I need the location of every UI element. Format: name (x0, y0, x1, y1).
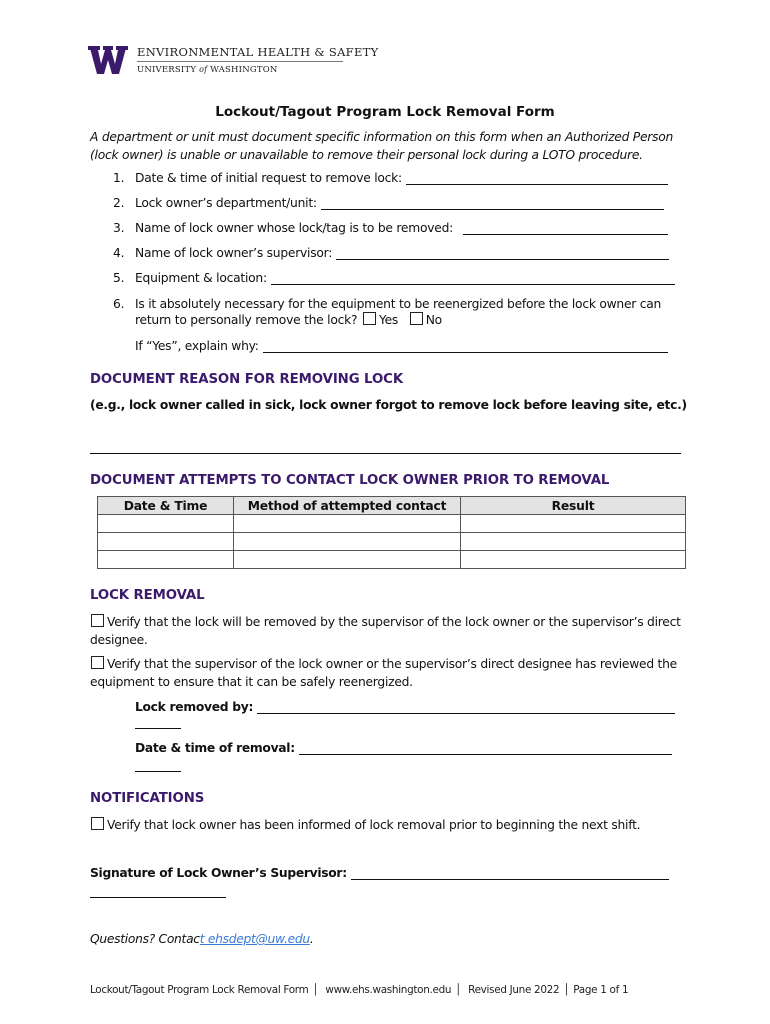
signature-label: Signature of Lock Owner’s Supervisor: (90, 866, 347, 880)
owner-informed-checkbox[interactable] (91, 817, 104, 830)
attempts-heading: DOCUMENT ATTEMPTS TO CONTACT LOCK OWNER PRIOR TO REMOVAL (90, 473, 610, 488)
date-time-cell[interactable] (98, 533, 234, 551)
questions-prefix: Questions? Contac (90, 932, 200, 946)
table-header-row (98, 497, 686, 515)
question-5 (113, 271, 675, 285)
check-label: Verify that the supervisor of the lock owner or the supervisor’s direct designee has reviewed the equipment to ensure that it can be safely reenergized. (90, 657, 677, 689)
yes-checkbox[interactable] (363, 312, 376, 325)
result-cell[interactable] (461, 515, 686, 533)
footer-separator: │ (455, 984, 462, 996)
result-cell[interactable] (461, 533, 686, 551)
question-label: Date & time of initial request to remove lock: (135, 171, 402, 185)
question-label-line1: Is it absolutely necessary for the equipment to be reenergized before the lock owner can (135, 297, 662, 311)
lock-removed-by-label: Lock removed by: (135, 700, 254, 714)
uw-w-logo (88, 44, 128, 76)
equipment-location-field[interactable] (271, 272, 675, 285)
column-header-date-time: Date & Time (98, 497, 234, 515)
lock-owner-name-field[interactable] (463, 222, 668, 235)
question-label: Name of lock owner whose lock/tag is to be removed: (135, 221, 454, 235)
result-cell[interactable] (461, 551, 686, 569)
page-title: Lockout/Tagout Program Lock Removal Form (215, 104, 555, 120)
question-number: 5. (113, 271, 125, 285)
supervisor-name-field[interactable] (336, 247, 669, 260)
page-footer (90, 984, 628, 996)
org-name: ENVIRONMENTAL HEALTH & SAFETY (137, 45, 379, 59)
question-label: Name of lock owner’s supervisor: (135, 246, 333, 260)
column-header-method: Method of attempted contact (234, 497, 461, 515)
footer-website: www.ehs.washington.edu (325, 984, 452, 996)
signature-field-continuation (90, 897, 226, 898)
reason-heading: DOCUMENT REASON FOR REMOVING LOCK (90, 372, 404, 387)
explain-why-row (135, 339, 668, 353)
reason-hint: (e.g., lock owner called in sick, lock owner forgot to remove lock before leaving site, etc.) (90, 398, 687, 412)
notification-check (90, 816, 640, 834)
footer-form-name: Lockout/Tagout Program Lock Removal Form (90, 984, 309, 996)
question-2 (113, 196, 664, 210)
questions-contact (90, 932, 314, 946)
question-4 (113, 246, 669, 260)
check-label: Verify that the lock will be removed by the supervisor of the lock owner or the supervisor’s direct designee. (90, 615, 681, 647)
explain-label: If “Yes”, explain why: (135, 339, 259, 353)
date-time-cell[interactable] (98, 551, 234, 569)
question-label: Lock owner’s department/unit: (135, 196, 317, 210)
supervisor-removal-checkbox[interactable] (91, 614, 104, 627)
removal-time-field-continuation (135, 771, 181, 772)
yes-label: Yes (378, 313, 399, 327)
explain-why-field[interactable] (263, 340, 668, 353)
footer-separator: │ (563, 984, 570, 996)
question-number: 3. (113, 221, 125, 235)
method-cell[interactable] (234, 551, 461, 569)
attempts-table (97, 496, 686, 569)
lock-removal-check-1 (90, 613, 702, 649)
intro-text: A department or unit must document specific information on this form when an Authorized Person (lock owner) is unable or unavailable to remove their personal lock during a LOTO procedure. (90, 130, 674, 162)
question-number: 6. (113, 297, 125, 311)
method-cell[interactable] (234, 533, 461, 551)
signature-field[interactable] (351, 867, 669, 880)
lock-removed-by-row (135, 700, 675, 714)
notifications-heading: NOTIFICATIONS (90, 791, 205, 806)
method-cell[interactable] (234, 515, 461, 533)
table-row (98, 533, 686, 551)
question-label-line2: return to personally remove the lock? (135, 313, 358, 327)
org-sub-suffix: WASHINGTON (210, 65, 278, 75)
table-row (98, 515, 686, 533)
date-time-cell[interactable] (98, 515, 234, 533)
lock-removed-by-field-continuation (135, 728, 181, 729)
question-label: Equipment & location: (135, 271, 267, 285)
lock-removal-heading: LOCK REMOVAL (90, 588, 205, 603)
no-checkbox[interactable] (410, 312, 423, 325)
questions-suffix: . (309, 932, 314, 946)
org-subtitle (137, 65, 278, 75)
footer-separator: │ (312, 984, 319, 996)
footer-revised: Revised June 2022 (468, 984, 560, 996)
check-label: Verify that lock owner has been informed of lock removal prior to beginning the next shift. (107, 818, 641, 832)
initial-request-time-field[interactable] (406, 172, 668, 185)
lock-removal-check-2 (90, 655, 710, 691)
reason-field[interactable] (90, 453, 681, 454)
question-number: 4. (113, 246, 125, 260)
org-sub-of: of (199, 65, 208, 74)
department-unit-field[interactable] (321, 197, 664, 210)
contact-email-link[interactable]: t ehsdept@uw.edu (199, 932, 310, 946)
removal-time-row (135, 741, 672, 755)
question-number: 2. (113, 196, 125, 210)
question-1 (113, 171, 668, 185)
footer-page: Page 1 of 1 (573, 984, 629, 996)
header-divider (137, 61, 343, 62)
question-3 (113, 221, 668, 235)
question-number: 1. (113, 171, 125, 185)
no-label: No (425, 313, 442, 327)
lock-removed-by-field[interactable] (257, 701, 675, 714)
org-sub-prefix: UNIVERSITY (137, 65, 197, 75)
removal-time-label: Date & time of removal: (135, 741, 295, 755)
question-6 (113, 296, 661, 328)
equipment-reviewed-checkbox[interactable] (91, 656, 104, 669)
column-header-result: Result (461, 497, 686, 515)
signature-row (90, 866, 669, 880)
removal-time-field[interactable] (299, 742, 672, 755)
table-row (98, 551, 686, 569)
